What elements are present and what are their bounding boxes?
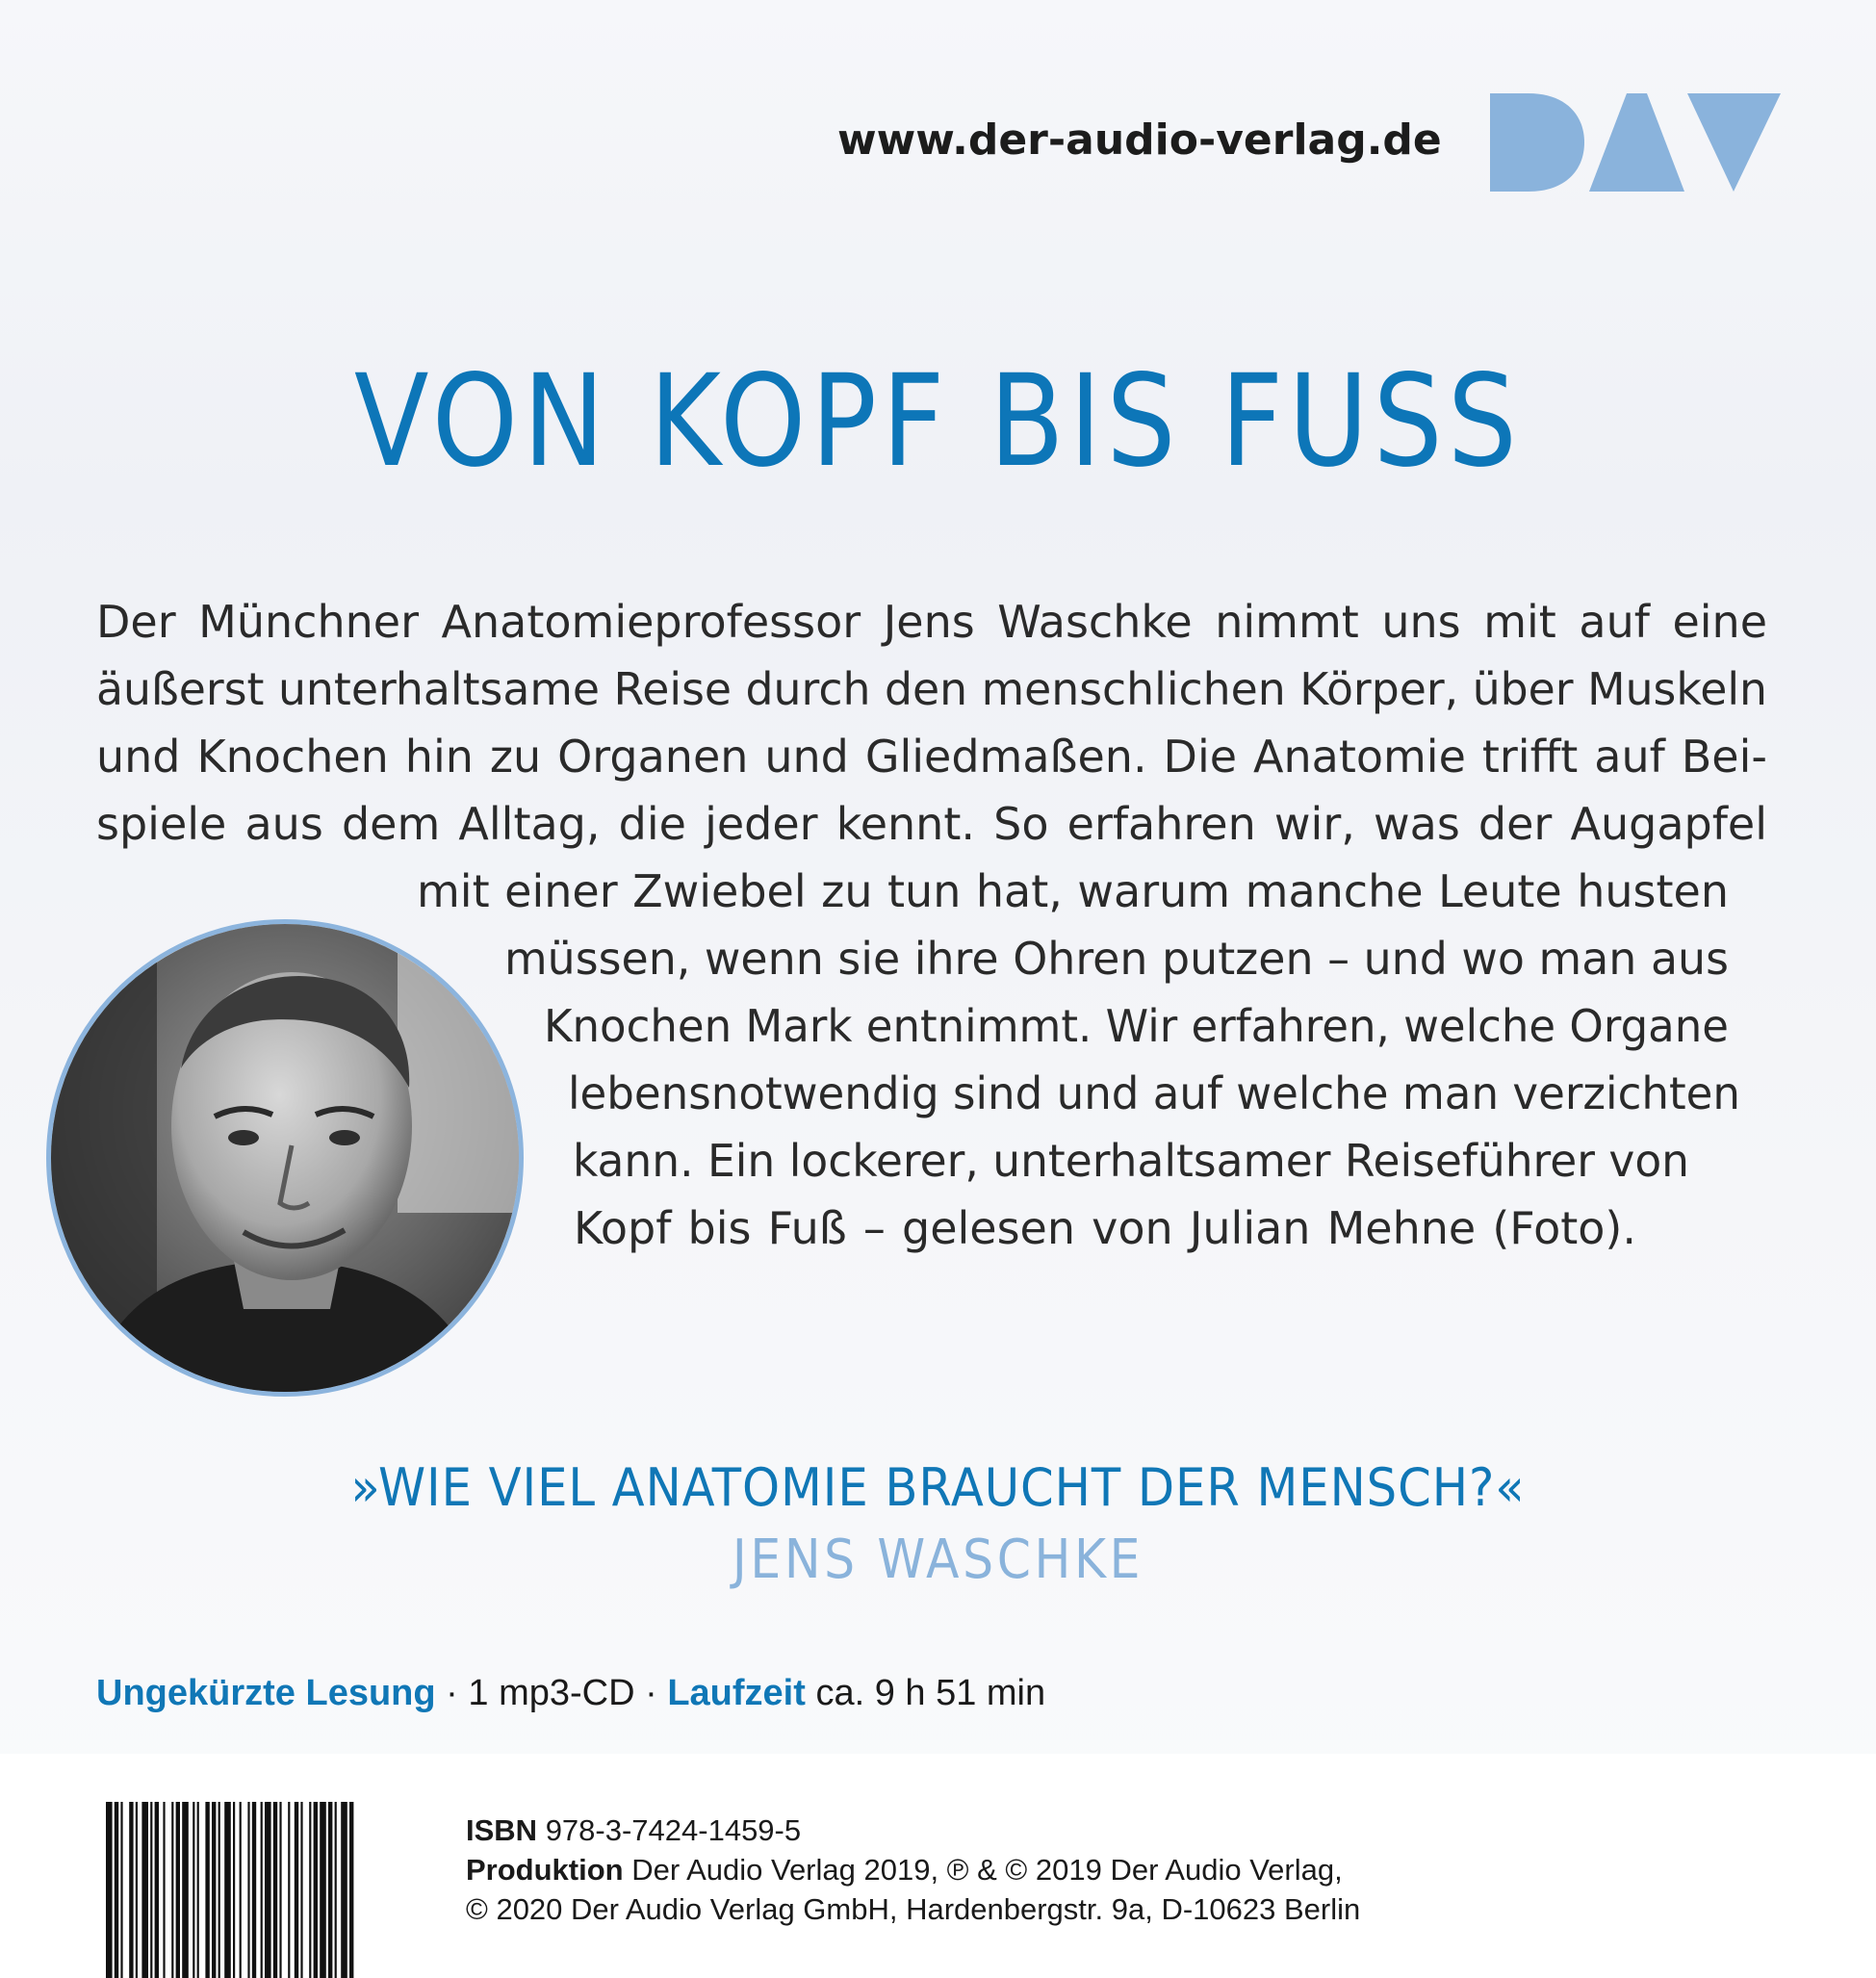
isbn-label: ISBN	[466, 1813, 538, 1847]
description-line: kann. Ein lockerer, unterhaltsamer Reiseführer von	[573, 1135, 1689, 1187]
barcode-bar	[295, 1802, 298, 1978]
dav-logo	[1490, 93, 1781, 192]
barcode-bar	[205, 1802, 209, 1978]
media-label: 1 mp3-CD	[468, 1673, 635, 1713]
barcode-bar	[129, 1802, 133, 1978]
isbn-line	[466, 1813, 801, 1848]
barcode-bar	[163, 1802, 165, 1978]
description-line: und Knochen hin zu Organen und Gliedmaßen. Die Anatomie trifft auf Bei-	[96, 731, 1767, 783]
barcode-bar	[171, 1802, 173, 1978]
author-name: JENS WASCHKE	[732, 1528, 1144, 1591]
product-meta	[96, 1673, 1045, 1714]
barcode-bar	[320, 1802, 326, 1978]
barcode-bar	[300, 1802, 302, 1978]
barcode-bar	[309, 1802, 311, 1978]
description-line: Der Münchner Anatomieprofessor Jens Waschke nimmt uns mit auf eine	[96, 596, 1767, 648]
isbn-value: 978-3-7424-1459-5	[537, 1813, 802, 1847]
separator: ·	[435, 1673, 469, 1713]
barcode-bar	[240, 1802, 242, 1978]
portrait-image	[51, 924, 519, 1392]
barcode-bar	[328, 1802, 332, 1978]
barcode-bar	[247, 1802, 249, 1978]
barcode-bar	[335, 1802, 337, 1978]
description-line: Knochen Mark entnimmt. Wir erfahren, welche Organe	[544, 1000, 1729, 1052]
barcode-bar	[197, 1802, 199, 1978]
barcode-bar	[261, 1802, 263, 1978]
barcode-bar	[349, 1802, 353, 1978]
barcode-bar	[150, 1802, 152, 1978]
quote-headline: »WIE VIEL ANATOMIE BRAUCHT DER MENSCH?«	[350, 1457, 1526, 1518]
barcode	[106, 1802, 406, 1978]
page-title: VON KOPF BIS FUSS	[353, 347, 1523, 496]
barcode-bar	[141, 1802, 148, 1978]
barcode-bar	[314, 1802, 318, 1978]
barcode-bar	[218, 1802, 220, 1978]
description-line: äußerst unterhaltsame Reise durch den menschlichen Körper, über Muskeln	[96, 663, 1767, 715]
barcode-bar	[224, 1802, 231, 1978]
production-value: Der Audio Verlag 2019, ℗ & © 2019 Der Audio Verlag,	[623, 1853, 1343, 1887]
barcode-bar	[233, 1802, 235, 1978]
barcode-bar	[136, 1802, 138, 1978]
barcode-bar	[115, 1802, 118, 1978]
barcode-bar	[212, 1802, 216, 1978]
barcode-bar	[155, 1802, 159, 1978]
barcode-bar	[273, 1802, 277, 1978]
production-line	[466, 1853, 1343, 1888]
description-line: mit einer Zwiebel zu tun hat, warum manche Leute husten	[417, 865, 1729, 917]
production-label: Produktion	[466, 1853, 624, 1887]
separator: ·	[634, 1673, 668, 1713]
description-line: Kopf bis Fuß – gelesen von Julian Mehne (Foto).	[574, 1202, 1636, 1254]
barcode-bar	[341, 1802, 347, 1978]
description-line: spiele aus dem Alltag, die jeder kennt. So erfahren wir, was der Augapfel	[96, 798, 1767, 850]
description-line: müssen, wenn sie ihre Ohren putzen – und wo man aus	[504, 933, 1729, 985]
runtime-label: Laufzeit	[667, 1673, 806, 1713]
runtime-value: ca. 9 h 51 min	[805, 1673, 1046, 1713]
barcode-bar	[182, 1802, 189, 1978]
barcode-bar	[176, 1802, 180, 1978]
reading-label: Ungekürzte Lesung	[96, 1673, 436, 1713]
barcode-bar	[265, 1802, 271, 1978]
description-line: lebensnotwendig sind und auf welche man verzichten	[568, 1067, 1740, 1119]
website-link[interactable]: www.der-audio-verlag.de	[837, 116, 1442, 165]
barcode-bar	[252, 1802, 256, 1978]
barcode-bar	[279, 1802, 281, 1978]
barcode-bar	[193, 1802, 194, 1978]
barcode-bar	[106, 1802, 113, 1978]
barcode-bar	[288, 1802, 290, 1978]
barcode-bar	[120, 1802, 122, 1978]
copyright-line: © 2020 Der Audio Verlag GmbH, Hardenbergstr. 9a, D-10623 Berlin	[466, 1892, 1361, 1926]
narrator-photo	[46, 919, 524, 1397]
